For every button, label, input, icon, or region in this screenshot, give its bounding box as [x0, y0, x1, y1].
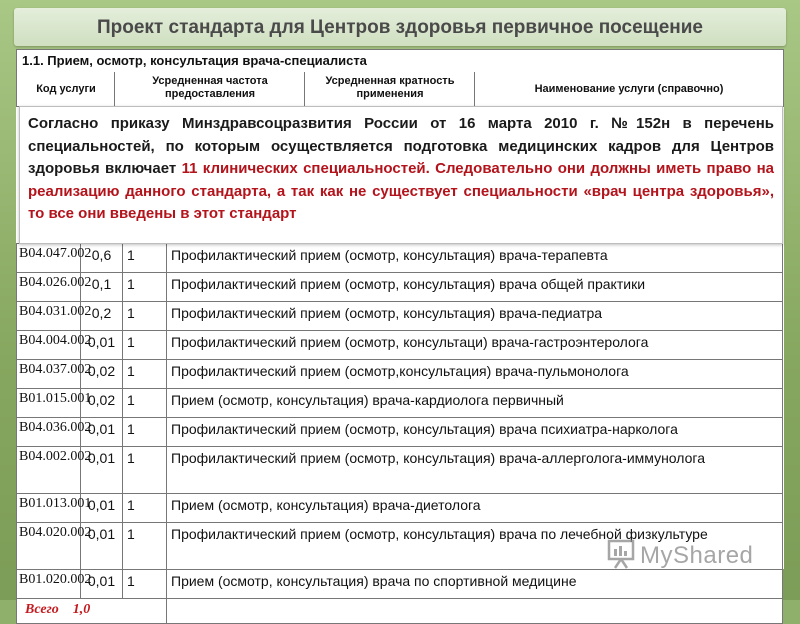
service-name: Профилактический прием (осмотр, консультация) врача психиатра-нарколога [167, 418, 783, 447]
frequency-value: 0,2 [81, 302, 123, 331]
service-name: Профилактический прием (осмотр, консультация) врача по лечебной физкультуре [167, 523, 783, 570]
total-cell [17, 599, 167, 624]
table-row [17, 360, 783, 389]
service-code: B01.013.001 [17, 494, 81, 523]
frequency-value: 0,1 [81, 273, 123, 302]
service-name: Профилактический прием (осмотр, консультация) врача-аллерголога-иммунолога [167, 447, 783, 494]
note-highlight: 11 клинических специальностей. Следовательно они должны иметь право на реализацию данного стандарта, а так как не существует специальности «врач центра здоровья», то все они введены в [28, 160, 775, 222]
section-heading-text: 1.1. Прием, осмотр, консультация врача-специалиста [22, 53, 367, 68]
frequency-value: 0,02 [81, 389, 123, 418]
total-row [17, 599, 783, 624]
frequency-value: 0,01 [81, 331, 123, 360]
service-name: Профилактический прием (осмотр,консультация) врача-пульмонолога [167, 360, 783, 389]
column-header-frequency: Усредненная частота предоставления [114, 72, 306, 107]
service-code: B04.037.002 [17, 360, 81, 389]
total-empty-cell [167, 599, 783, 624]
table-row [17, 570, 783, 599]
table-row [17, 389, 783, 418]
column-header-code: Код услуги [16, 72, 116, 107]
total-label: Всего [25, 602, 59, 617]
service-name: Прием (осмотр, консультация) врача-диетолога [167, 494, 783, 523]
multiplicity-value: 1 [123, 523, 167, 570]
multiplicity-value: 1 [123, 360, 167, 389]
table-row [17, 447, 783, 494]
service-name: Профилактический прием (осмотр, консультация) врача-педиатра [167, 302, 783, 331]
service-name: Прием (осмотр, консультация) врача по спортивной медицине [167, 570, 783, 599]
table-row [17, 244, 783, 273]
frequency-value: 0,01 [81, 418, 123, 447]
multiplicity-value: 1 [123, 273, 167, 302]
table-row [17, 418, 783, 447]
service-code: B04.036.002 [17, 418, 81, 447]
section-heading [16, 49, 784, 73]
service-code: B04.020.002 [17, 523, 81, 570]
service-code: B04.004.002 [17, 331, 81, 360]
frequency-value: 0,01 [81, 570, 123, 599]
column-header-multiplicity: Усредненная кратность применения [304, 72, 476, 107]
multiplicity-value: 1 [123, 244, 167, 273]
service-name: Профилактический прием (осмотр, консультация) врача общей практики [167, 273, 783, 302]
frequency-value: 0,6 [81, 244, 123, 273]
multiplicity-value: 1 [123, 447, 167, 494]
multiplicity-value: 1 [123, 570, 167, 599]
slide-title: Проект стандарта для Центров здоровья первичное посещение [96, 17, 703, 38]
title-bar [14, 8, 786, 46]
service-code: B04.047.002 [17, 244, 81, 273]
table-row [17, 302, 783, 331]
note-text: Согласно приказу Минздравсоцразвития России от 16 марта 2010 г. №152н в перечень специальностей, по которым осуществляется подготовка медицинских кадров для Центров здоровья включает 11 клинических специальностей. Следовательно они должны иметь право на реализацию данного стандарта, а так как не существует специальности «врач центра здоровья», то все они введены в этот стандарт [28, 115, 775, 222]
service-code: B04.031.002 [17, 302, 81, 331]
watermark [606, 538, 766, 572]
service-code: B04.026.002 [17, 273, 81, 302]
multiplicity-value: 1 [123, 494, 167, 523]
column-header-name: Наименование услуги (справочно) [474, 72, 784, 107]
note-overlay [19, 106, 783, 244]
frequency-value: 0,01 [81, 494, 123, 523]
service-code: B01.020.002 [17, 570, 81, 599]
service-code: B01.015.001 [17, 389, 81, 418]
multiplicity-value: 1 [123, 418, 167, 447]
service-code: B04.002.002 [17, 447, 81, 494]
multiplicity-value: 1 [123, 389, 167, 418]
watermark-text: MyShared [640, 542, 754, 569]
multiplicity-value: 1 [123, 331, 167, 360]
multiplicity-value: 1 [123, 302, 167, 331]
frequency-value: 0,01 [81, 523, 123, 570]
table-row [17, 331, 783, 360]
service-name: Прием (осмотр, консультация) врача-кардиолога первичный [167, 389, 783, 418]
table-row [17, 494, 783, 523]
total-value: 1,0 [72, 602, 91, 617]
service-name: Профилактический прием (осмотр, консультация) врача-терапевта [167, 244, 783, 273]
frequency-value: 0,01 [81, 447, 123, 494]
service-name: Профилактический прием (осмотр, консультаци) врача-гастроэнтеролога [167, 331, 783, 360]
frequency-value: 0,02 [81, 360, 123, 389]
presentation-board-icon [606, 538, 636, 570]
table-row [17, 273, 783, 302]
